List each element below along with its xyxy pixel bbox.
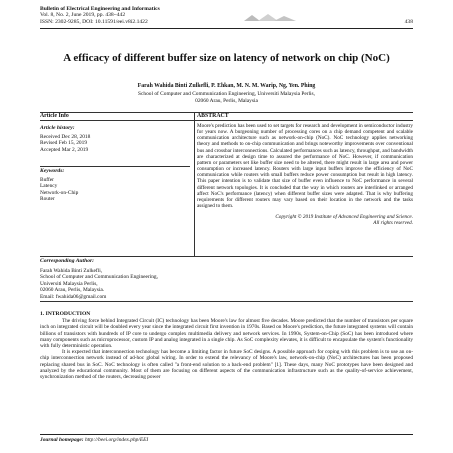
corresponding-rule — [40, 301, 413, 302]
intro-heading: 1. INTRODUCTION — [40, 311, 91, 317]
affiliation-line: 02060 Arau, Perlis, Malaysia — [195, 97, 258, 104]
journal-issn: ISSN: 2302-9285, DOI: 10.11591/eei.v8i2.1422 — [40, 18, 148, 25]
abstract-heading: ABSTRACT — [197, 113, 229, 119]
corresponding-line: Farah Wahida Binti Zulkefli, — [40, 268, 103, 274]
corresponding-line: Universiti Malaysia Perlis, — [40, 280, 98, 287]
page-number: 438 — [404, 19, 413, 25]
abstract-text: Moore's prediction has been used to set targets for research and development in semiconductor industry for years now. A burgeoning number of processing cores on a chip demand competent and scalable communication architecture such as network-on-chip (NoC). NoC technology applies networking theory and methods to on-chip communication and brings noteworthy improvements over conventional bus and crossbar interconnections. Calculated performances such as latency, throughput, and bandwidth are characterized at design time to assured the performance of NoC. However, if communication pattern or parameters set like buffer size need to be altered, there might result in large area and power consumption or increased latency. Routers with large input buffers improve the efficiency of NoC communication while routers with small buffers reduce power consumption but result in high latency. This paper intention is to validate that size of buffer even influence to NoC performance in several different network topologies. It is concluded that the way in which routers are interlinked or arranged affect NoC's performance (latency) when different buffer sizes were adapted. That is why buffering requirements for different routers may vary based on their location in the network and the tasks assigned to them. — [197, 123, 413, 210]
history-item: Revised Feb 15, 2019 — [40, 140, 88, 147]
affiliation-line: School of Computer and Communication Engineering, Universiti Malaysia Perlis, — [138, 91, 315, 97]
keywords-section — [40, 168, 192, 203]
footer-label: Journal homepage: — [40, 437, 84, 443]
journal-logo — [240, 11, 300, 25]
box-divider — [194, 112, 195, 256]
journal-name: Bulletin of Electrical Engineering and Informatics — [40, 6, 160, 12]
journal-footer — [40, 437, 413, 443]
authors: Farah Wahida Binti Zulkefli, P. Ehkan, M. N. M. Warip, Ng, Yen. Phing — [137, 83, 316, 89]
corresponding-author — [40, 258, 290, 300]
corresponding-label: Corresponding Author: — [40, 258, 95, 264]
corresponding-line: 02060 Arau, Perlis, Malaysia. — [40, 287, 105, 294]
intro-paragraph: The driving force behind Integrated Circuit (IC) technology has been Moore's law for almost five decades. Moore predicted that the number of transistors per square inch on integrated circuit will be doubled every year since the integrated circuit first invention in 1970s. Based on Moore's prediction, the future integrated systems will contain billions of transistors with hundreds of IP core to undergo complex multimedia delivery and network services. In 1990s, System-on-Chip (SoC) has been introduced where many components such as microprocessor, custom IP and analog integrated in a single chip. As SoC complexity elevates, it is difficult to encapsulate the system's functionality with fully deterministic operation. — [40, 318, 413, 350]
article-info — [40, 112, 192, 153]
journal-volume: Vol. 8, No. 2, June 2019, pp. 438~442 — [40, 12, 126, 19]
keyword: Router — [40, 196, 55, 203]
keyword: Latency — [40, 183, 58, 190]
affiliation — [40, 91, 413, 104]
paper-title: A efficacy of different buffer size on latency of network on chip (NoC) — [63, 52, 390, 64]
article-info-heading: Article Info — [40, 113, 69, 119]
copyright-notice: Copyright © 2019 Institute of Advanced Engineering and Science. — [275, 214, 413, 221]
corresponding-line: School of Computer and Communication Engineering, — [40, 274, 158, 281]
journal-info — [40, 6, 160, 25]
header-rule — [40, 28, 413, 29]
keywords-rule — [40, 166, 190, 167]
box-bottom-rule — [40, 256, 413, 257]
corresponding-line: Email: fwahida06@gmail.com — [40, 293, 107, 300]
abstract-section — [197, 112, 413, 227]
keyword: Network-on-Chip — [40, 189, 79, 196]
rights-notice: All rights reserved. — [373, 220, 413, 227]
history-item: Accepted Mar 2, 2019 — [40, 146, 89, 153]
article-history-label: Article history: — [40, 125, 75, 131]
keyword: Buffer — [40, 177, 54, 183]
journal-homepage-link[interactable]: http://beei.org/index.php/EEI — [84, 437, 149, 443]
footer-rule — [40, 434, 413, 435]
intro-paragraph: It is expected that interconnection technology has become a limiting factor in future SoC designs. A possible approach for coping with this problem is to use an on-chip interconnection network instead of ad-hoc global wiring. In order to extend the relevancy of Moore's law, network-on-chip (NoC) architectures has been proposed replacing shared bus in SoC. NoC technology is often called "a front-end solution to a back-end problem" [1]. These days, many NoC prototypes have been designed and analyzed by the educational community. Most of them are focusing on different aspects of the communication infrastructure such as the quality-of-service achievement, synchronization method of the routers, decreasing power — [40, 349, 413, 381]
introduction — [40, 311, 413, 380]
keywords-label: Keywords: — [40, 168, 65, 174]
history-item: Received Dec 28, 2018 — [40, 134, 91, 140]
